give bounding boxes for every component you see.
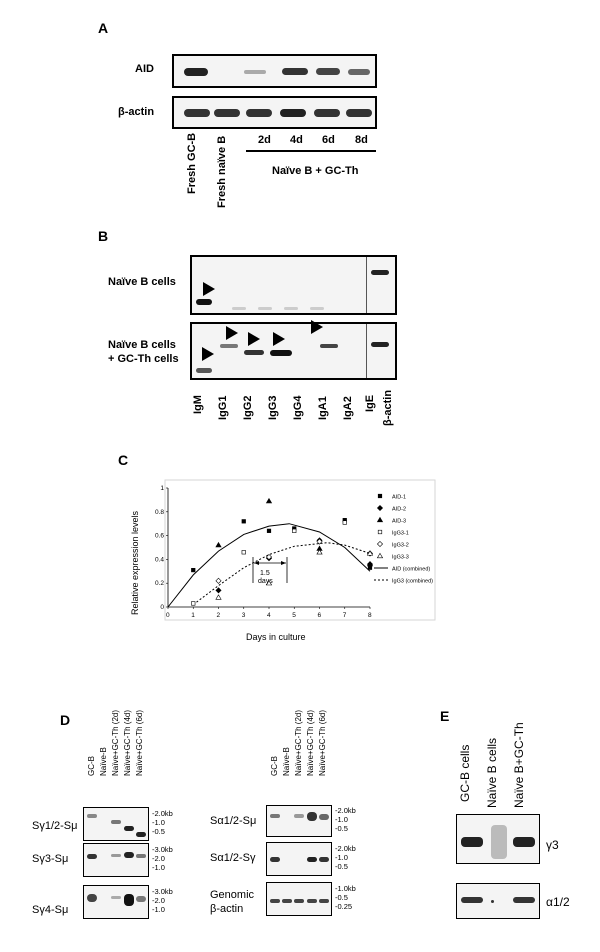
x-tick-label: 5 bbox=[292, 612, 296, 619]
data-point bbox=[343, 521, 347, 525]
row-label: Sγ3-Sμ bbox=[32, 853, 69, 865]
data-point bbox=[267, 529, 271, 533]
legend-label: AID-1 bbox=[392, 494, 407, 501]
band bbox=[270, 899, 280, 903]
band bbox=[136, 854, 146, 858]
panel-b-row-label-naive: Naïve B cells bbox=[108, 276, 176, 288]
band bbox=[214, 109, 240, 117]
band bbox=[246, 109, 272, 117]
band bbox=[310, 307, 324, 310]
x-tick-label: 8 bbox=[368, 612, 372, 619]
band bbox=[282, 899, 292, 903]
lane-label: Naïve B cells bbox=[485, 737, 499, 808]
day-label: 6d bbox=[322, 134, 335, 146]
group-label: Naïve B + GC-Th bbox=[272, 165, 359, 177]
legend-label: IgG3-2 bbox=[392, 542, 409, 549]
data-point bbox=[191, 568, 195, 572]
band bbox=[294, 814, 304, 818]
band bbox=[319, 857, 329, 862]
panel-a-gel-actin bbox=[172, 96, 377, 129]
y-tick-label: 0 bbox=[160, 604, 164, 611]
panel-d-gel bbox=[83, 885, 149, 919]
band bbox=[307, 812, 317, 821]
chart-frame bbox=[165, 480, 435, 620]
x-tick-label: 7 bbox=[342, 612, 347, 619]
panel-e-gel-gamma3 bbox=[456, 814, 540, 864]
panel-a-row-label-actin: β-actin bbox=[118, 106, 155, 118]
arrowhead-icon bbox=[203, 282, 215, 296]
x-tick-label: 0 bbox=[166, 612, 170, 619]
lane-label: β-actin bbox=[382, 389, 394, 426]
lane-label: Fresh GC-B bbox=[186, 132, 198, 194]
band bbox=[346, 109, 372, 117]
panel-a-letter: A bbox=[98, 20, 109, 36]
panel-b-letter: B bbox=[98, 228, 109, 244]
y-tick-label: 0.2 bbox=[154, 580, 164, 588]
kb-markers: -2.0kb -1.0 -0.5 bbox=[335, 844, 356, 871]
lane-label: Naïve-B bbox=[282, 747, 291, 776]
band bbox=[87, 854, 97, 859]
x-tick-label: 3 bbox=[241, 612, 246, 619]
band bbox=[87, 894, 97, 902]
band bbox=[111, 820, 121, 824]
row-label: Sα1/2-Sμ bbox=[210, 815, 257, 827]
day-label: 8d bbox=[355, 134, 368, 146]
band bbox=[319, 814, 329, 820]
panel-d-gel bbox=[83, 843, 149, 877]
band bbox=[111, 896, 121, 899]
arrowhead-icon bbox=[311, 320, 323, 334]
x-tick-label: 2 bbox=[216, 612, 221, 619]
band bbox=[371, 270, 389, 275]
band bbox=[284, 307, 298, 310]
band bbox=[258, 307, 272, 310]
lane-label: GC-B bbox=[270, 756, 279, 776]
lane-label: IgG2 bbox=[242, 395, 254, 420]
legend-label: IgG3 (combined) bbox=[392, 578, 433, 585]
x-tick-label: 4 bbox=[267, 612, 271, 619]
row-label: γ3 bbox=[546, 838, 559, 852]
y-tick-label: 1 bbox=[160, 485, 164, 492]
y-tick-label: 0.8 bbox=[154, 508, 164, 516]
legend-label: IgG3-1 bbox=[392, 530, 409, 537]
annotation-text: 1.5 bbox=[260, 570, 270, 577]
band bbox=[371, 342, 389, 347]
panel-d-letter: D bbox=[60, 712, 71, 728]
arrowhead-icon bbox=[248, 332, 260, 346]
panel-b-gel-naive-gc-th bbox=[190, 322, 397, 380]
band bbox=[124, 826, 134, 831]
panel-e-gel-alpha bbox=[456, 883, 540, 919]
kb-markers: -2.0kb -1.0 -0.5 bbox=[152, 809, 173, 836]
legend-label: AID-2 bbox=[392, 506, 407, 513]
lane-label: IgM bbox=[192, 395, 204, 414]
panel-d-gel bbox=[266, 805, 332, 837]
data-point bbox=[242, 520, 246, 524]
lane-label: Naïve+GC-Th (2d) bbox=[294, 709, 303, 776]
y-tick-label: 0.6 bbox=[154, 532, 164, 540]
band bbox=[513, 897, 535, 903]
data-point bbox=[191, 602, 195, 606]
band bbox=[513, 837, 535, 847]
row-label: Sα1/2-Sγ bbox=[210, 852, 256, 864]
legend-label: AID-3 bbox=[392, 518, 407, 525]
panel-b-gel-naive bbox=[190, 255, 397, 315]
band bbox=[124, 894, 134, 906]
day-label: 4d bbox=[290, 134, 303, 146]
band bbox=[220, 344, 238, 348]
band bbox=[244, 350, 264, 355]
lane-label: IgG1 bbox=[217, 395, 229, 420]
band bbox=[87, 814, 97, 818]
arrowhead-icon bbox=[226, 326, 238, 340]
kb-markers: -2.0kb -1.0 -0.5 bbox=[335, 806, 356, 833]
lane-label: IgE bbox=[364, 394, 376, 412]
band bbox=[461, 897, 483, 903]
lane-label: IgA1 bbox=[317, 396, 329, 420]
panel-c-chart bbox=[120, 470, 440, 655]
row-label: Genomic β-actin bbox=[210, 889, 255, 915]
band bbox=[270, 814, 280, 818]
band bbox=[136, 832, 146, 837]
day-label: 2d bbox=[258, 134, 271, 146]
band bbox=[348, 69, 370, 75]
row-label: α1/2 bbox=[546, 895, 570, 909]
kb-markers: -3.0kb -2.0 -1.0 bbox=[152, 845, 173, 872]
data-point bbox=[242, 550, 246, 554]
band bbox=[196, 299, 212, 305]
arrowhead-icon bbox=[202, 347, 214, 361]
lane-label: IgA2 bbox=[342, 396, 354, 420]
y-axis-label: Relative expression levels bbox=[130, 510, 140, 615]
panel-e-letter: E bbox=[440, 708, 450, 724]
band bbox=[244, 70, 266, 74]
lane-label: Naïve+GC-Th (4d) bbox=[306, 709, 315, 776]
band bbox=[111, 854, 121, 857]
data-point bbox=[378, 494, 382, 498]
band bbox=[184, 109, 210, 117]
lane-label: Naïve+GC-Th (4d) bbox=[123, 709, 132, 776]
band bbox=[270, 350, 292, 356]
kb-markers: -1.0kb -0.5 -0.25 bbox=[335, 884, 356, 911]
band bbox=[461, 837, 483, 847]
band bbox=[270, 857, 280, 862]
annotation-text: days bbox=[258, 578, 273, 585]
band bbox=[307, 857, 317, 862]
panel-c-letter: C bbox=[118, 452, 129, 468]
x-axis-label: Days in culture bbox=[246, 632, 306, 642]
legend-label: IgG3-3 bbox=[392, 554, 409, 561]
x-tick-label: 1 bbox=[191, 612, 195, 619]
group-bar bbox=[246, 150, 376, 152]
y-tick-label: 0.4 bbox=[154, 556, 164, 564]
lane-label: Fresh naïve B bbox=[216, 135, 228, 208]
lane-label: GC-B cells bbox=[458, 744, 472, 802]
panel-d-gel bbox=[83, 807, 149, 841]
band bbox=[294, 899, 304, 903]
band bbox=[314, 109, 340, 117]
lane-label: IgG3 bbox=[267, 395, 279, 420]
lane-label: Naïve+GC-Th (6d) bbox=[318, 709, 327, 776]
band bbox=[491, 825, 507, 859]
band bbox=[136, 896, 146, 902]
band bbox=[319, 899, 329, 903]
row-label: Sγ1/2-Sμ bbox=[32, 820, 78, 832]
panel-d-gel bbox=[266, 842, 332, 876]
panel-a-gel-aid bbox=[172, 54, 377, 88]
lane-divider bbox=[366, 324, 367, 380]
lane-label: Naïve-B bbox=[99, 747, 108, 776]
band bbox=[316, 68, 340, 75]
band bbox=[320, 344, 338, 348]
band bbox=[491, 900, 494, 903]
band bbox=[124, 852, 134, 858]
lane-label: Naïve B+GC-Th bbox=[512, 722, 526, 808]
panel-d-gel bbox=[266, 882, 332, 916]
row-label: Sγ4-Sμ bbox=[32, 904, 69, 916]
x-tick-label: 6 bbox=[317, 612, 322, 619]
band bbox=[280, 109, 306, 117]
data-point bbox=[292, 529, 296, 533]
band bbox=[196, 368, 212, 373]
panel-a-row-label-aid: AID bbox=[135, 63, 154, 75]
data-point bbox=[378, 530, 382, 534]
lane-label: Naïve+GC-Th (2d) bbox=[111, 709, 120, 776]
arrowhead-icon bbox=[273, 332, 285, 346]
band bbox=[307, 899, 317, 903]
band bbox=[232, 307, 246, 310]
band bbox=[282, 68, 308, 75]
lane-label: IgG4 bbox=[292, 395, 304, 420]
band bbox=[184, 68, 208, 76]
kb-markers: -3.0kb -2.0 -1.0 bbox=[152, 887, 173, 914]
legend-label: AID (combined) bbox=[392, 566, 431, 573]
lane-label: Naïve+GC-Th (6d) bbox=[135, 709, 144, 776]
lane-label: GC-B bbox=[87, 756, 96, 776]
lane-divider bbox=[366, 257, 367, 315]
panel-b-row-label-naive-gc-th: Naïve B cells + GC-Th cells bbox=[108, 339, 179, 365]
